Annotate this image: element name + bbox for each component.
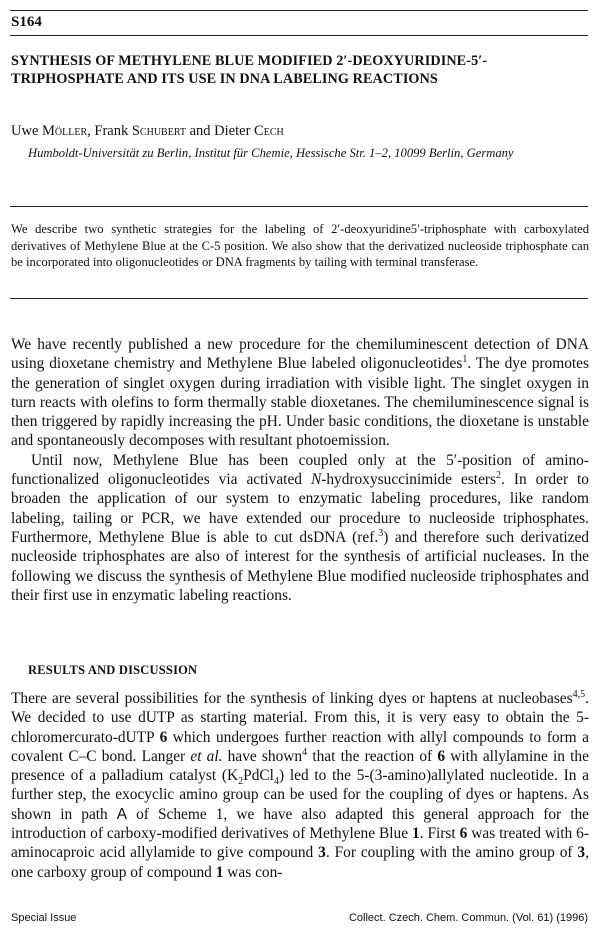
- compound-number: 6: [437, 747, 446, 765]
- body-text-intro: [11, 335, 589, 605]
- subscript: 2: [238, 776, 244, 788]
- compound-number: 6: [459, 825, 468, 843]
- text: of Scheme 1, we have also adapted this general approach for the introduction of carboxy-modified derivatives of Methylene Blue: [11, 805, 589, 843]
- subscript: 4: [273, 776, 279, 788]
- text: We have recently published a new procedure for the chemiluminescent detection of DNA using dioxetane chemistry and Methylene Blue labeled oligonucleotides: [11, 336, 589, 373]
- abstract-bottom-rule: [10, 298, 588, 299]
- author-family: Schubert: [131, 123, 186, 139]
- compound-number: 1: [215, 863, 224, 881]
- paper-title: SYNTHESIS OF METHYLENE BLUE MODIFIED 2′-DEOXYURIDINE-5′-TRIPHOSPHATE AND ITS USE IN DNA LABELING REACTIONS: [11, 53, 488, 87]
- text: ) led to the 5-(3-amino)allylated nucleotide. In a further step, the exocyclic amino group can be used for the coupling of dyes or haptens. As shown in path: [11, 767, 589, 823]
- compound-number: 6: [159, 728, 168, 746]
- text: . The dye promotes the generation of singlet oxygen during irradiation with visible light. The singlet oxygen in turn reacts with olefins to form thermally stable dioxetanes. The chemiluminescence signal is then triggered by rapidly increasing the pH. Under basic conditions, the dioxetane is unstable and spontaneously decomposes with resultant photoemission.: [11, 355, 589, 450]
- text: , one carboxy group of compound: [11, 844, 589, 881]
- text: There are several possibilities for the synthesis of linking dyes or haptens at nucleobases: [11, 690, 573, 707]
- text: . First: [419, 825, 460, 843]
- footer-right: Collect. Czech. Chem. Commun. (Vol. 61) (1996): [348, 912, 588, 924]
- italic-text: et al.: [190, 747, 223, 765]
- path-label: A: [116, 805, 128, 823]
- section-heading: RESULTS AND DISCUSSION: [28, 663, 198, 677]
- top-rule: [10, 10, 588, 11]
- reference-marker: 1: [462, 354, 468, 366]
- text: ) and therefore such derivatized nucleoside triphosphates are also of interest for the synthesis of artificial nucleases. In the following we discuss the synthesis of Methylene Blue modified nucleoside triphosphates and their first use in enzymatic labeling reactions.: [11, 528, 589, 604]
- reference-marker: 4: [302, 746, 308, 758]
- affiliation: Humboldt-Universität zu Berlin, Institut für Chemie, Hessische Str. 1–2, 10099 Berlin, Germany: [28, 146, 514, 160]
- text: . We decided to use dUTP as starting material. From this, it is very easy to obtain the 5-chloromercurato-dUTP: [11, 690, 589, 746]
- paragraph: [11, 689, 589, 882]
- italic-text: N: [310, 471, 322, 489]
- reference-marker: 4,5: [572, 688, 586, 700]
- compound-number: 1: [412, 825, 420, 843]
- author-list: [11, 123, 284, 140]
- compound-number: 3: [318, 844, 326, 862]
- text: that the reaction of: [307, 747, 438, 765]
- author-family: Möller: [42, 123, 88, 139]
- text: which undergoes further reaction with allyl compounds to form a covalent C–C bond. Langer: [11, 728, 589, 765]
- reference-marker: 3: [378, 527, 384, 539]
- page-code: S164: [11, 14, 42, 30]
- footer-left: Special Issue: [11, 912, 77, 924]
- text: Until now, Methylene Blue has been coupled only at the 5′-position of amino-functionalized oligonucleotides via activated: [11, 451, 589, 489]
- text: PdCl: [243, 767, 274, 785]
- text: with allylamine in the presence of a palladium catalyst (K: [11, 747, 589, 785]
- paragraph: [11, 335, 589, 451]
- text: . In order to broaden the application of our system to enzymatic labeling procedures, like random labeling, tailing or PCR, we have extended our procedure to nucleoside triphosphates. Furthermore, Methylene Blue is able to cut dsDNA (ref.: [11, 471, 590, 546]
- text: . For coupling with the amino group of: [325, 844, 578, 862]
- paragraph: [11, 451, 589, 605]
- abstract: We describe two synthetic strategies for the labeling of 2′-deoxyuridine5′-triphosphate with carboxylated derivatives of Methylene Blue at the C-5 position. We also show that the derivatized nucleoside triphosphate can be incorporated into oligonucleotides or DNA fragments by tailing with terminal transferase.: [11, 222, 589, 269]
- text: was treated with 6-aminocaproic acid allylamide to give compound: [11, 825, 589, 862]
- text: was con-: [223, 863, 283, 881]
- author-family: Cech: [254, 123, 284, 139]
- text: have shown: [222, 747, 303, 765]
- author-given: Uwe: [11, 123, 43, 139]
- header-rule: [10, 35, 588, 36]
- abstract-top-rule: [10, 206, 588, 207]
- text: -hydroxysuccinimide esters: [321, 471, 497, 489]
- reference-marker: 2: [496, 469, 502, 481]
- body-text-results: [11, 689, 589, 882]
- author-separator: and Dieter: [186, 123, 255, 139]
- author-separator: , Frank: [87, 123, 132, 139]
- compound-number: 3: [577, 844, 586, 862]
